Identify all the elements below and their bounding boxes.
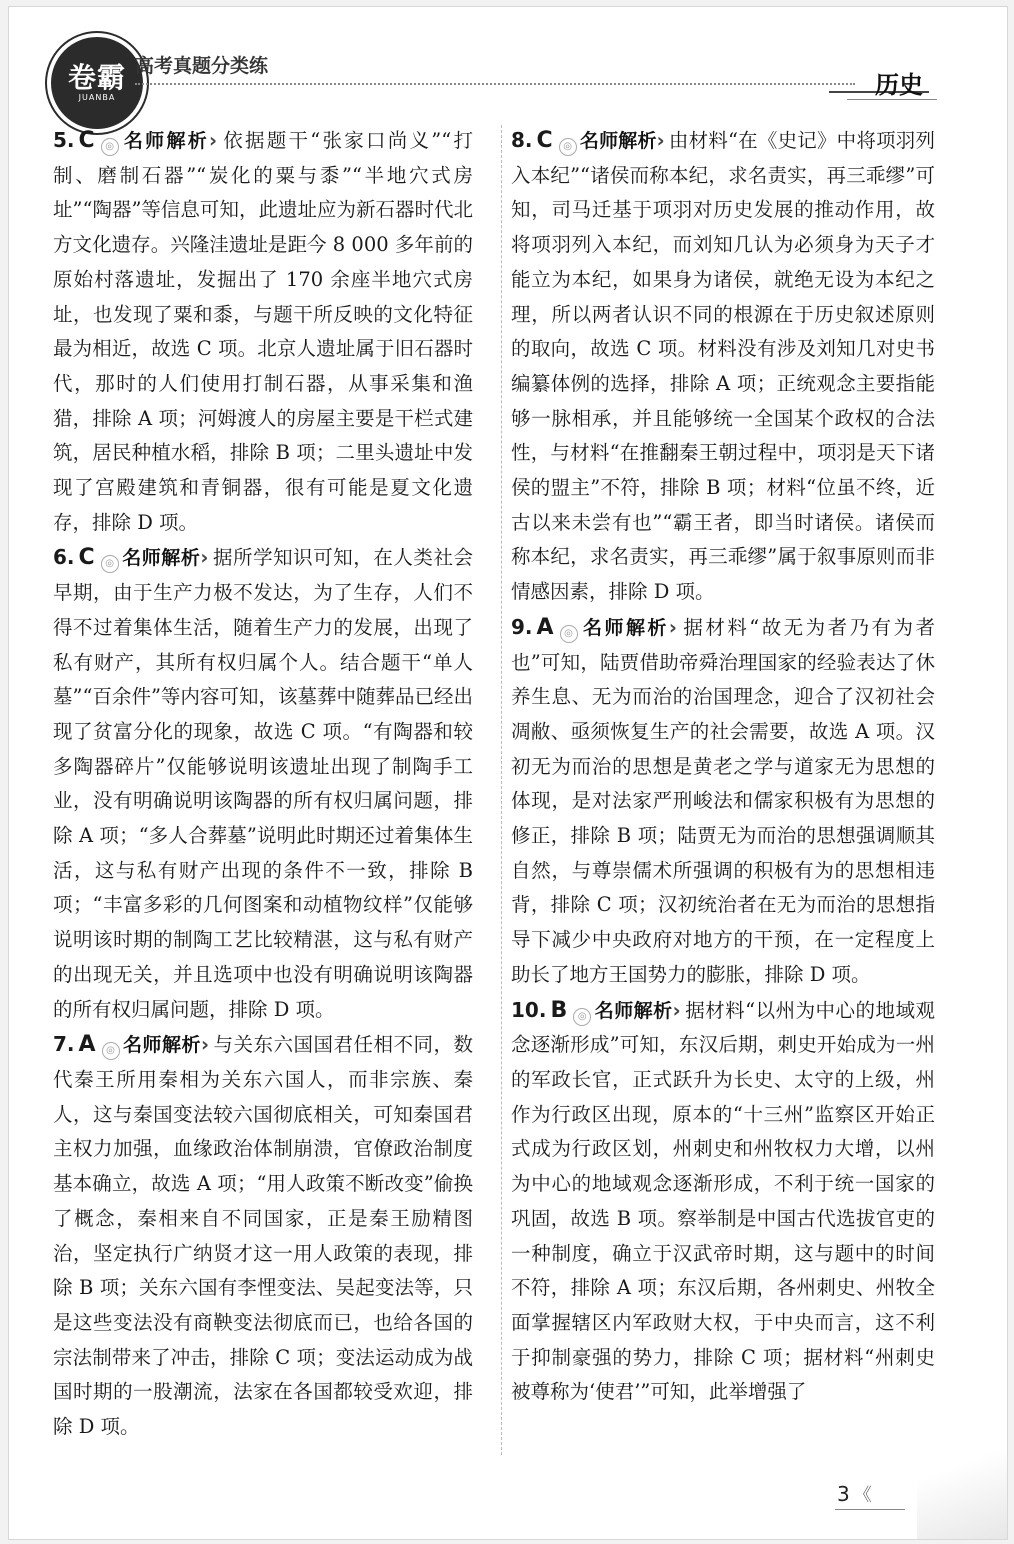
page-header <box>9 7 1007 117</box>
series-title: 高考真题分类练 <box>135 55 269 77</box>
answer-letter: C <box>536 128 553 153</box>
column-divider <box>501 125 502 1455</box>
analysis-tag: 名师解析 <box>121 547 201 570</box>
answer-letter: A <box>536 614 554 640</box>
analysis-tag: 名师解析 <box>580 616 669 639</box>
question-number: 5. <box>53 128 75 152</box>
subject-label: 历史 <box>875 71 923 99</box>
analysis-text: 依据题干“张家口尚义”“打制、磨制石器”“炭化的粟与黍”“半地穴式房址”“陶器”等信息可知，此遗址应为新石器时代北方文化遗存。兴隆洼遗址是距今 8 000 多年前的原始村落遗址，发掘出了 170 余座半地穴式房址，也发现了粟和黍，与题干所反映的文化特征最为相近，故选 C 项。北京人遗址属于旧石器时代，那时的人们使用打制石器，从事采集和渔猎，排除 A 项；河姆渡人的房屋主要是干栏式建筑，居民种植水稻，排除 B 项；二里头遗址中发现了宫殿建筑和青铜器，很有可能是夏文化遗存，排除 D 项。 <box>53 129 473 534</box>
question-number: 10. <box>511 997 547 1022</box>
answer-entry-6 <box>53 540 473 1027</box>
page-corner-decoration <box>917 1419 1007 1539</box>
tag-arrow-icon: › <box>201 1033 210 1057</box>
brand-logo <box>47 33 147 133</box>
tag-arrow-icon: › <box>668 615 677 639</box>
analysis-icon: ◎ <box>559 138 577 156</box>
analysis-tag: 名师解析 <box>122 1034 202 1057</box>
analysis-text: 据材料“以州为中心的地域观念逐渐形成”可知，东汉后期，刺史开始成为一州的军政长官，正式跃升为长史、太守的上级，州作为行政区出现，原本的“十三州”监察区开始正式成为行政区划，州刺史和州牧权力大增，以州为中心的地域观念逐渐形成，不利于统一国家的巩固，故选 B 项。察举制是中国古代选拔官吏的一种制度，确立于汉武帝时期，这与题中的时间不符，排除 A 项；东汉后期，各州刺史、州牧全面掌握辖区内军政财大权，于中央而言，这不利于抑制豪强的势力，排除 C 项；据材料“州刺史被尊称为‘使君’”可知，此举增强了 <box>511 998 935 1404</box>
analysis-text: 与关东六国国君任相不同，数代秦王所用秦相为关东六国人，而非宗族、秦人，这与秦国变法较六国彻底相关，可知秦国君主权力加强，血缘政治体制崩溃，官僚政治制度基本确立，故选 A 项；“用人政策不断改变”偷换了概念，秦相来自不同国家，正是秦王励精图治，坚定执行广纳贤才这一用人政策的表现，排除 B 项；关东六国有李悝变法、吴起变法等，只是这些变法没有商鞅变法彻底而已，也给各国的宗法制带来了冲击，排除 C 项；变法运动成为战国时期的一股潮流，法家在各国都较受欢迎，排除 D 项。 <box>53 1033 473 1439</box>
tag-arrow-icon: › <box>672 998 681 1022</box>
question-number: 8. <box>511 128 533 152</box>
answer-entry-9 <box>511 610 935 993</box>
answer-entry-7 <box>53 1027 473 1444</box>
question-number: 9. <box>511 614 533 639</box>
tag-arrow-icon: › <box>200 546 209 570</box>
header-divider <box>135 83 855 85</box>
tag-arrow-icon: › <box>208 129 217 152</box>
page-footer <box>837 1481 872 1507</box>
footer-rule <box>835 1509 905 1510</box>
page <box>8 6 1008 1540</box>
analysis-text: 据所学知识可知，在人类社会早期，由于生产力极不发达，为了生存，人们不得不过着集体生活，随着生产力的发展，出现了私有财产，其所有权归属个人。结合题干“单人墓”“百余件”等内容可知，该墓葬中随葬品已经出现了贫富分化的现象，故选 C 项。“有陶器和较多陶器碎片”仅能够说明该遗址出现了制陶手工业，没有明确说明该陶器的所有权归属问题，排除 A 项；“多人合葬墓”说明此时期还过着集体生活，这与私有财产出现的条件不一致，排除 B 项；“丰富多彩的几何图案和动植物纹样”仅能够说明该时期的制陶工艺比较精湛，这与私有财产的出现无关，并且选项中也没有明确说明该陶器的所有权归属问题，排除 D 项。 <box>53 546 473 1021</box>
page-number: 3 <box>837 1482 850 1506</box>
answer-entry-10 <box>511 993 935 1410</box>
answer-letter: B <box>550 997 568 1023</box>
left-column <box>53 123 473 1445</box>
analysis-icon: ◎ <box>560 625 578 643</box>
logo-subtext: JUANBA <box>78 93 116 102</box>
answer-letter: C <box>78 545 95 571</box>
answer-letter: A <box>78 1032 96 1058</box>
analysis-icon: ◎ <box>101 138 119 156</box>
analysis-text: 由材料“在《史记》中将项羽列入本纪”“诸侯而称本纪，求名责实，再三乖缪”可知，司马迁基于项羽对历史发展的推动作用，故将项羽列入本纪，而刘知几认为必须身为天子才能立为本纪，如果身为诸侯，就绝无设为本纪之理，所以两者认识不同的根源在于历史叙述原则的取向，故选 C 项。材料没有涉及刘知几对史书编纂体例的选择，排除 A 项；正统观念主要指能够一脉相承，并且能够统一全国某个政权的合法性，与材料“在推翻秦王朝过程中，项羽是天下诸侯的盟主”不符，排除 B 项；材料“位虽不终，近古以来未尝有也”“霸王者，即当时诸侯。诸侯而称本纪，求名责实，再三乖缪”属于叙事原则而非情感因素，排除 D 项。 <box>511 129 935 604</box>
question-number: 6. <box>53 545 75 570</box>
analysis-icon: ◎ <box>573 1008 591 1026</box>
answer-entry-8 <box>511 123 935 610</box>
chevron-icon: 《 <box>853 1485 872 1506</box>
answer-entry-5 <box>53 123 473 540</box>
analysis-tag: 名师解析 <box>579 130 657 152</box>
tag-arrow-icon: › <box>656 129 665 152</box>
analysis-icon: ◎ <box>102 1042 120 1060</box>
right-column <box>511 123 935 1410</box>
analysis-icon: ◎ <box>101 555 119 573</box>
analysis-tag: 名师解析 <box>121 130 209 152</box>
question-number: 7. <box>53 1032 75 1057</box>
analysis-tag: 名师解析 <box>594 999 673 1022</box>
logo-text: 卷霸 <box>67 61 126 94</box>
analysis-text: 据材料“故无为者乃有为者也”可知，陆贾借助帝舜治理国家的经验表达了休养生息、无为而治的治国理念，迎合了汉初社会凋敝、亟须恢复生产的社会需要，故选 A 项。汉初无为而治的思想是黄老之学与道家无为思想的体现，是对法家严刑峻法和儒家积极有为思想的修正，排除 B 项；陆贾无为而治的思想强调顺其自然，与尊崇儒术所强调的积极有为的思想相违背，排除 C 项；汉初统治者在无为而治的思想指导下减少中央政府对地方的干预，在一定程度上助长了地方王国势力的膨胀，排除 D 项。 <box>511 615 935 986</box>
answer-letter: C <box>78 128 95 153</box>
